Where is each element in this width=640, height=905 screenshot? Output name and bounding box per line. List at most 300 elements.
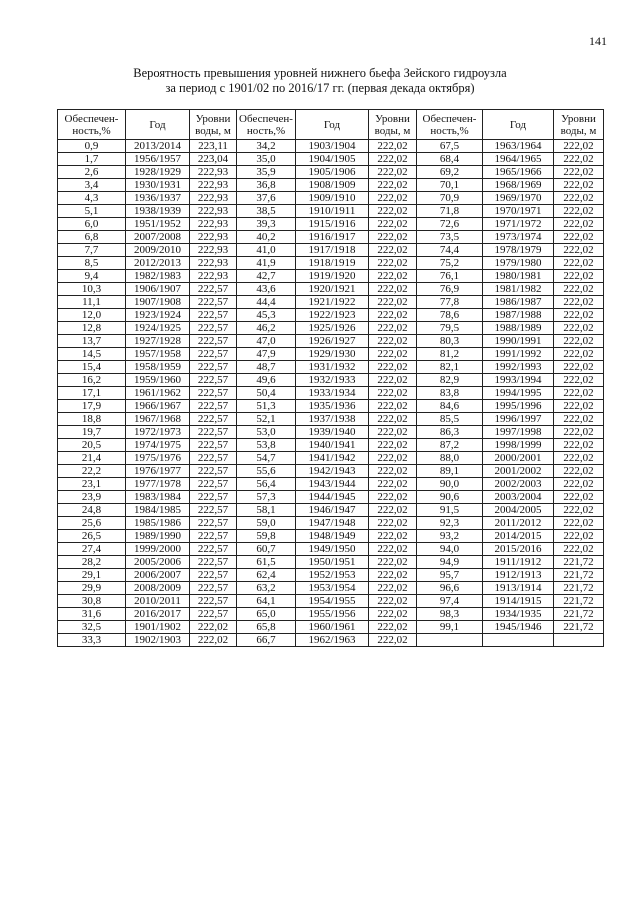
table-cell: 1926/1927 (296, 335, 369, 348)
table-cell: 35,0 (237, 153, 296, 166)
table-cell: 76,1 (417, 270, 483, 283)
header-probability-2: Обеспечен-ность,% (237, 110, 296, 140)
table-cell: 17,9 (58, 400, 126, 413)
table-row (58, 426, 604, 439)
table-cell: 1954/1955 (296, 595, 369, 608)
table-cell: 222,57 (190, 582, 237, 595)
table-row (58, 582, 604, 595)
table-cell: 1925/1926 (296, 322, 369, 335)
table-cell: 74,4 (417, 244, 483, 257)
table-row (58, 634, 604, 647)
table-cell: 1963/1964 (483, 140, 554, 153)
table-cell: 5,1 (58, 205, 126, 218)
table-cell: 70,9 (417, 192, 483, 205)
table-cell: 14,5 (58, 348, 126, 361)
table-cell: 222,02 (554, 452, 604, 465)
table-cell: 1958/1959 (126, 361, 190, 374)
table-cell: 222,02 (554, 335, 604, 348)
table-cell: 1985/1986 (126, 517, 190, 530)
table-cell: 46,2 (237, 322, 296, 335)
table-row (58, 374, 604, 387)
table-cell: 1940/1941 (296, 439, 369, 452)
table-cell: 222,57 (190, 335, 237, 348)
table-row (58, 218, 604, 231)
table-cell: 2007/2008 (126, 231, 190, 244)
table-cell: 222,02 (369, 244, 417, 257)
table-cell: 2009/2010 (126, 244, 190, 257)
table-cell: 90,6 (417, 491, 483, 504)
table-cell: 222,57 (190, 608, 237, 621)
table-cell: 222,02 (369, 465, 417, 478)
table-cell: 222,02 (369, 257, 417, 270)
table-row (58, 309, 604, 322)
table-row (58, 452, 604, 465)
table-cell: 222,02 (369, 205, 417, 218)
table-cell: 1936/1937 (126, 192, 190, 205)
table-cell: 222,57 (190, 400, 237, 413)
table-cell: 11,1 (58, 296, 126, 309)
table-row (58, 361, 604, 374)
table-cell: 222,02 (554, 296, 604, 309)
table-cell: 2006/2007 (126, 569, 190, 582)
table-cell: 83,8 (417, 387, 483, 400)
table-row (58, 621, 604, 634)
table-cell: 222,02 (369, 361, 417, 374)
table-cell: 68,4 (417, 153, 483, 166)
table-cell: 222,02 (554, 478, 604, 491)
table-cell: 222,02 (369, 296, 417, 309)
table-cell: 29,1 (58, 569, 126, 582)
table-cell: 10,3 (58, 283, 126, 296)
table-cell: 1965/1966 (483, 166, 554, 179)
table-cell: 222,57 (190, 504, 237, 517)
table-cell: 222,93 (190, 179, 237, 192)
table-cell: 12,0 (58, 309, 126, 322)
table-cell: 61,5 (237, 556, 296, 569)
table-cell: 222,57 (190, 413, 237, 426)
table-cell: 95,7 (417, 569, 483, 582)
table-cell: 222,02 (554, 218, 604, 231)
table-cell: 73,5 (417, 231, 483, 244)
table-cell: 56,4 (237, 478, 296, 491)
table-cell: 51,3 (237, 400, 296, 413)
table-row (58, 335, 604, 348)
table-cell: 65,0 (237, 608, 296, 621)
table-cell: 222,02 (369, 504, 417, 517)
table-cell: 222,02 (554, 283, 604, 296)
table-cell: 221,72 (554, 556, 604, 569)
table-cell: 1950/1951 (296, 556, 369, 569)
table-cell: 1901/1902 (126, 621, 190, 634)
table-cell: 1915/1916 (296, 218, 369, 231)
table-cell: 222,02 (554, 179, 604, 192)
table-row (58, 244, 604, 257)
table-cell: 92,3 (417, 517, 483, 530)
table-row (58, 387, 604, 400)
table-cell: 2002/2003 (483, 478, 554, 491)
table-cell: 222,02 (369, 322, 417, 335)
header-level-2: Уровни воды, м (369, 110, 417, 140)
table-cell: 222,02 (369, 153, 417, 166)
table-cell: 1930/1931 (126, 179, 190, 192)
table-cell: 1967/1968 (126, 413, 190, 426)
table-row (58, 348, 604, 361)
table-cell: 1980/1981 (483, 270, 554, 283)
table-cell: 62,4 (237, 569, 296, 582)
table-row (58, 543, 604, 556)
table-cell: 222,02 (369, 595, 417, 608)
table-cell: 222,02 (369, 556, 417, 569)
table-cell: 222,57 (190, 296, 237, 309)
table-cell: 54,7 (237, 452, 296, 465)
table-cell: 34,2 (237, 140, 296, 153)
table-cell: 72,6 (417, 218, 483, 231)
table-row (58, 595, 604, 608)
table-cell: 24,8 (58, 504, 126, 517)
table-cell: 3,4 (58, 179, 126, 192)
table-cell: 1995/1996 (483, 400, 554, 413)
table-cell: 1916/1917 (296, 231, 369, 244)
table-cell: 48,7 (237, 361, 296, 374)
table-cell: 222,02 (554, 140, 604, 153)
table-cell: 222,02 (369, 231, 417, 244)
table-cell: 1935/1936 (296, 400, 369, 413)
table-cell: 42,7 (237, 270, 296, 283)
table-cell: 1992/1993 (483, 361, 554, 374)
table-cell: 222,93 (190, 218, 237, 231)
table-cell: 222,02 (554, 192, 604, 205)
table-cell: 1948/1949 (296, 530, 369, 543)
table-cell: 1917/1918 (296, 244, 369, 257)
table-cell: 70,1 (417, 179, 483, 192)
table-cell: 23,1 (58, 478, 126, 491)
table-cell: 1987/1988 (483, 309, 554, 322)
table-cell: 222,02 (369, 543, 417, 556)
header-level-3: Уровни воды, м (554, 110, 604, 140)
table-cell: 1912/1913 (483, 569, 554, 582)
table-cell: 29,9 (58, 582, 126, 595)
table-cell: 1918/1919 (296, 257, 369, 270)
table-cell: 222,02 (369, 270, 417, 283)
table-cell: 222,57 (190, 569, 237, 582)
table-cell (483, 634, 554, 647)
table-cell: 99,1 (417, 621, 483, 634)
table-cell: 221,72 (554, 595, 604, 608)
table-cell: 82,1 (417, 361, 483, 374)
table-row (58, 166, 604, 179)
table-cell: 1924/1925 (126, 322, 190, 335)
table-cell: 26,5 (58, 530, 126, 543)
table-cell: 222,02 (369, 309, 417, 322)
table-cell: 2003/2004 (483, 491, 554, 504)
table-cell: 222,57 (190, 322, 237, 335)
header-level-1: Уровни воды, м (190, 110, 237, 140)
table-cell: 1974/1975 (126, 439, 190, 452)
table-cell: 1976/1977 (126, 465, 190, 478)
table-cell: 222,02 (554, 517, 604, 530)
table-cell: 222,57 (190, 283, 237, 296)
table-cell (417, 634, 483, 647)
table-cell: 64,1 (237, 595, 296, 608)
table-cell: 1998/1999 (483, 439, 554, 452)
table-cell: 2010/2011 (126, 595, 190, 608)
table-cell: 28,2 (58, 556, 126, 569)
table-cell: 1994/1995 (483, 387, 554, 400)
table-cell: 1953/1954 (296, 582, 369, 595)
table-cell: 20,5 (58, 439, 126, 452)
table-cell: 1978/1979 (483, 244, 554, 257)
table-cell: 57,3 (237, 491, 296, 504)
table-cell: 222,93 (190, 192, 237, 205)
table-cell: 16,2 (58, 374, 126, 387)
table-row (58, 192, 604, 205)
title-line-2: за период с 1901/02 по 2016/17 гг. (первая декада октября) (165, 81, 475, 95)
table-cell: 1984/1985 (126, 504, 190, 517)
table-cell: 84,6 (417, 400, 483, 413)
table-cell: 2014/2015 (483, 530, 554, 543)
table-cell: 6,8 (58, 231, 126, 244)
table-cell: 8,5 (58, 257, 126, 270)
header-year-1: Год (126, 110, 190, 140)
table-cell: 37,6 (237, 192, 296, 205)
table-cell: 222,02 (369, 374, 417, 387)
table-cell: 1970/1971 (483, 205, 554, 218)
table-cell: 55,6 (237, 465, 296, 478)
table-cell: 222,02 (369, 478, 417, 491)
table-cell: 1913/1914 (483, 582, 554, 595)
table-cell: 222,02 (554, 257, 604, 270)
table-cell: 1927/1928 (126, 335, 190, 348)
table-cell: 222,57 (190, 426, 237, 439)
table-cell: 222,02 (369, 582, 417, 595)
table-cell: 1964/1965 (483, 153, 554, 166)
table-cell: 1928/1929 (126, 166, 190, 179)
table-cell: 223,11 (190, 140, 237, 153)
table-cell: 1957/1958 (126, 348, 190, 361)
table-cell: 222,02 (369, 179, 417, 192)
table-cell: 222,02 (554, 374, 604, 387)
table-row (58, 205, 604, 218)
table-cell: 1908/1909 (296, 179, 369, 192)
table-cell: 1937/1938 (296, 413, 369, 426)
table-cell (554, 634, 604, 647)
table-cell: 44,4 (237, 296, 296, 309)
table-row (58, 322, 604, 335)
table-cell: 1910/1911 (296, 205, 369, 218)
table-cell: 222,57 (190, 530, 237, 543)
table-cell: 2016/2017 (126, 608, 190, 621)
table-cell: 41,9 (237, 257, 296, 270)
table-cell: 1914/1915 (483, 595, 554, 608)
table-cell: 1911/1912 (483, 556, 554, 569)
table-cell: 222,02 (554, 543, 604, 556)
table-cell: 1933/1934 (296, 387, 369, 400)
table-cell: 60,7 (237, 543, 296, 556)
table-row (58, 153, 604, 166)
table-cell: 1982/1983 (126, 270, 190, 283)
table-cell: 2013/2014 (126, 140, 190, 153)
table-cell: 15,4 (58, 361, 126, 374)
table-cell: 222,02 (369, 426, 417, 439)
table-row (58, 478, 604, 491)
table-cell: 222,02 (369, 218, 417, 231)
table-cell: 82,9 (417, 374, 483, 387)
table-cell: 30,8 (58, 595, 126, 608)
table-cell: 1934/1935 (483, 608, 554, 621)
table-row (58, 556, 604, 569)
table-cell: 43,6 (237, 283, 296, 296)
table-cell: 1903/1904 (296, 140, 369, 153)
table-cell: 77,8 (417, 296, 483, 309)
table-cell: 222,02 (369, 621, 417, 634)
table-cell: 59,0 (237, 517, 296, 530)
table-cell: 0,9 (58, 140, 126, 153)
table-cell: 222,02 (369, 517, 417, 530)
table-cell: 2011/2012 (483, 517, 554, 530)
table-cell: 91,5 (417, 504, 483, 517)
table-cell: 1969/1970 (483, 192, 554, 205)
table-cell: 222,57 (190, 348, 237, 361)
table-cell: 2,6 (58, 166, 126, 179)
table-cell: 1991/1992 (483, 348, 554, 361)
table-cell: 222,02 (554, 244, 604, 257)
table-cell: 22,2 (58, 465, 126, 478)
table-cell: 1905/1906 (296, 166, 369, 179)
table-cell: 1999/2000 (126, 543, 190, 556)
header-probability-1: Обеспечен-ность,% (58, 110, 126, 140)
table-cell: 1966/1967 (126, 400, 190, 413)
table-cell: 222,02 (369, 439, 417, 452)
table-cell: 1939/1940 (296, 426, 369, 439)
table-cell: 1922/1923 (296, 309, 369, 322)
table-cell: 71,8 (417, 205, 483, 218)
table-row (58, 569, 604, 582)
table-cell: 86,3 (417, 426, 483, 439)
table-cell: 1949/1950 (296, 543, 369, 556)
table-cell: 222,57 (190, 517, 237, 530)
table-cell: 1943/1944 (296, 478, 369, 491)
table-row (58, 283, 604, 296)
table-cell: 1981/1982 (483, 283, 554, 296)
table-cell: 1931/1932 (296, 361, 369, 374)
table-cell: 222,02 (369, 283, 417, 296)
table-cell: 7,7 (58, 244, 126, 257)
table-cell: 222,02 (554, 387, 604, 400)
table-cell: 222,02 (369, 530, 417, 543)
table-cell: 1944/1945 (296, 491, 369, 504)
table-cell: 1941/1942 (296, 452, 369, 465)
table-cell: 45,3 (237, 309, 296, 322)
table-cell: 222,57 (190, 309, 237, 322)
table-cell: 6,0 (58, 218, 126, 231)
table-cell: 222,02 (554, 504, 604, 517)
table-cell: 1968/1969 (483, 179, 554, 192)
table-cell: 222,57 (190, 543, 237, 556)
table-cell: 85,5 (417, 413, 483, 426)
table-row (58, 517, 604, 530)
table-cell: 222,02 (554, 491, 604, 504)
table-cell: 222,02 (369, 387, 417, 400)
table-cell: 94,9 (417, 556, 483, 569)
table-cell: 222,57 (190, 595, 237, 608)
table-cell: 49,6 (237, 374, 296, 387)
table-row (58, 465, 604, 478)
table-row (58, 530, 604, 543)
table-cell: 17,1 (58, 387, 126, 400)
table-cell: 1920/1921 (296, 283, 369, 296)
table-cell: 9,4 (58, 270, 126, 283)
table-cell: 1906/1907 (126, 283, 190, 296)
table-cell: 65,8 (237, 621, 296, 634)
table-cell: 21,4 (58, 452, 126, 465)
table-cell: 2012/2013 (126, 257, 190, 270)
table-cell: 1919/1920 (296, 270, 369, 283)
table-cell: 1989/1990 (126, 530, 190, 543)
table-cell: 36,8 (237, 179, 296, 192)
table-cell: 222,02 (554, 166, 604, 179)
table-cell: 222,57 (190, 465, 237, 478)
table-header-row (58, 110, 604, 140)
table-cell: 1959/1960 (126, 374, 190, 387)
table-cell: 53,8 (237, 439, 296, 452)
table-cell: 97,4 (417, 595, 483, 608)
table-cell: 222,02 (554, 205, 604, 218)
table-cell: 222,02 (554, 348, 604, 361)
table-cell: 1962/1963 (296, 634, 369, 647)
table-cell: 78,6 (417, 309, 483, 322)
table-cell: 1902/1903 (126, 634, 190, 647)
table-cell: 1923/1924 (126, 309, 190, 322)
table-cell: 87,2 (417, 439, 483, 452)
table-cell: 222,57 (190, 452, 237, 465)
table-cell: 13,7 (58, 335, 126, 348)
table-cell: 2015/2016 (483, 543, 554, 556)
table-cell: 1986/1987 (483, 296, 554, 309)
table-cell: 1960/1961 (296, 621, 369, 634)
table-cell: 38,5 (237, 205, 296, 218)
table-cell: 222,02 (554, 426, 604, 439)
table-cell: 1961/1962 (126, 387, 190, 400)
table-cell: 47,0 (237, 335, 296, 348)
table-cell: 2000/2001 (483, 452, 554, 465)
table-cell: 58,1 (237, 504, 296, 517)
table-cell: 222,02 (369, 608, 417, 621)
table-cell: 1971/1972 (483, 218, 554, 231)
table-cell: 222,57 (190, 374, 237, 387)
table-cell: 32,5 (58, 621, 126, 634)
table-row (58, 296, 604, 309)
table-cell: 25,6 (58, 517, 126, 530)
table-cell: 222,02 (554, 361, 604, 374)
table-cell: 222,02 (369, 192, 417, 205)
table-row (58, 439, 604, 452)
table-cell: 222,02 (190, 634, 237, 647)
table-cell: 35,9 (237, 166, 296, 179)
table-cell: 222,02 (190, 621, 237, 634)
table-cell: 1945/1946 (483, 621, 554, 634)
table-cell: 2004/2005 (483, 504, 554, 517)
table-cell: 63,2 (237, 582, 296, 595)
table-cell: 19,7 (58, 426, 126, 439)
table-cell: 222,02 (369, 166, 417, 179)
table-cell: 222,02 (554, 153, 604, 166)
table-cell: 98,3 (417, 608, 483, 621)
table-cell: 1942/1943 (296, 465, 369, 478)
table-cell: 1993/1994 (483, 374, 554, 387)
table-cell: 27,4 (58, 543, 126, 556)
table-cell: 222,02 (369, 335, 417, 348)
table-cell: 1983/1984 (126, 491, 190, 504)
